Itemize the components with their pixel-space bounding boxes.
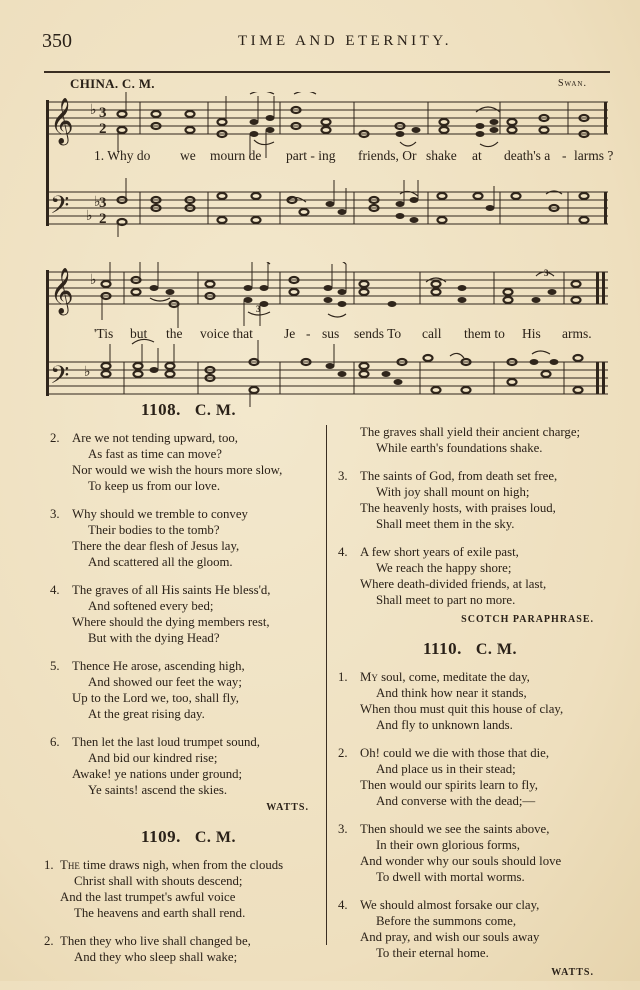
- stanza-line: And they who sleep shall wake;: [74, 950, 238, 964]
- lyric-syllable: larms ?: [574, 148, 614, 163]
- svg-text:♭: ♭: [90, 272, 97, 288]
- svg-text:♭: ♭: [86, 208, 93, 224]
- stanza: [330, 669, 620, 733]
- hymn-1108-heading: [52, 400, 325, 420]
- lyric-syllable: sus: [322, 326, 340, 341]
- verse-number: 2.: [338, 746, 348, 760]
- running-title: TIME AND ETERNITY.: [238, 33, 452, 49]
- stanza-line: To dwell with mortal worms.: [376, 870, 525, 884]
- stanza-line: At the great rising day.: [88, 707, 205, 721]
- stanza: [40, 857, 325, 921]
- music-system-2: [44, 262, 610, 407]
- verse-number: 2.: [50, 431, 60, 445]
- stanza-line: Up to the Lord we, too, shall fly,: [72, 691, 239, 705]
- svg-text:3: 3: [99, 105, 107, 121]
- lyric-syllable: Je: [284, 326, 296, 341]
- stanza-line: Where should the dying members rest,: [72, 615, 270, 629]
- stanza-line: Then let the last loud trumpet sound,: [72, 735, 261, 749]
- stanza-line: Then should we see the saints above,: [360, 822, 550, 836]
- stanza-line: Are we not tending upward, too,: [72, 431, 238, 445]
- hymn-meter: C. M.: [194, 402, 236, 419]
- lyric-syllable: -: [562, 148, 567, 163]
- lyric-syllable: we: [180, 148, 196, 163]
- stanza-line: Then they who live shall changed be,: [60, 934, 251, 948]
- stanza: [330, 544, 620, 608]
- lyric-syllable: 1. Why do: [94, 148, 151, 163]
- hymn-author: WATTS.: [266, 802, 309, 813]
- lyric-syllable: -: [306, 326, 311, 341]
- lyric-syllable: His: [522, 326, 541, 341]
- stanza-line: While earth's foundations shake.: [376, 441, 543, 455]
- stanza-line: time draws nigh, when from the clouds: [79, 858, 284, 872]
- hymn-number: 1109.: [141, 827, 181, 846]
- page-number: 350: [42, 30, 72, 52]
- lyrics-line-2: [44, 326, 610, 344]
- stanza-line: We reach the happy shore;: [376, 561, 512, 575]
- stanza-line: Oh! could we die with those that die,: [360, 746, 550, 760]
- lyric-syllable: the: [166, 326, 183, 341]
- stanza-line: And softened every bed;: [88, 599, 214, 613]
- verse-number: 2.: [44, 934, 54, 948]
- stanza-line: soul, come, meditate the day,: [377, 670, 530, 684]
- lyric-syllable: 'Tis: [94, 326, 114, 341]
- stanza: [40, 430, 325, 494]
- stanza-line: And wonder why our souls should love: [360, 854, 562, 868]
- svg-text:3: 3: [99, 195, 107, 211]
- stanza-line: And pray, and wish our souls away: [360, 930, 540, 944]
- stanza-line: Shall meet them in the sky.: [376, 517, 515, 531]
- stanza-continued: [330, 424, 620, 456]
- stanza-line: A few short years of exile past,: [360, 545, 519, 559]
- lyric-syllable: them to: [464, 326, 505, 341]
- stanza-line: The heavenly hosts, with praises loud,: [360, 501, 556, 515]
- svg-text:𝄞: 𝄞: [50, 98, 74, 144]
- svg-text:𝄢: 𝄢: [50, 361, 70, 396]
- stanza-line: Nor would we wish the hours more slow,: [72, 463, 283, 477]
- hymn-1110-heading: [330, 639, 610, 659]
- first-word: The: [60, 858, 80, 872]
- stanza-line: And showed our feet the way;: [88, 675, 242, 689]
- stanza-line: To keep us from our love.: [88, 479, 221, 493]
- stanza-line: But with the dying Head?: [88, 631, 220, 645]
- svg-text:3: 3: [544, 268, 549, 278]
- verse-number: 4.: [338, 545, 348, 559]
- lyric-syllable: sends To: [354, 326, 402, 341]
- verse-number: 3.: [338, 822, 348, 836]
- stanza-line: The heavens and earth shall rend.: [74, 906, 246, 920]
- running-head: [40, 30, 610, 54]
- lyric-syllable: but: [130, 326, 148, 341]
- hymn-meter: C. M.: [475, 641, 518, 658]
- stanza: [40, 582, 325, 646]
- stanza: [330, 745, 620, 809]
- stanza-line: And converse with the dead;—: [376, 794, 536, 808]
- stanza-line: Awake! ye nations under ground;: [72, 767, 243, 781]
- svg-text:3: 3: [256, 304, 261, 314]
- stanza-line: Christ shall with shouts descend;: [74, 874, 243, 888]
- hymn-author: SCOTCH PARAPHRASE.: [461, 614, 594, 625]
- lyric-syllable: shake: [426, 148, 457, 163]
- stanza: [40, 658, 325, 722]
- stanza-line: With joy shall mount on high;: [376, 485, 530, 499]
- stanza-line: Why should we tremble to convey: [72, 507, 248, 521]
- verse-number: 4.: [338, 898, 348, 912]
- stanza: [40, 734, 325, 798]
- stanza: [330, 897, 620, 961]
- stanza: [40, 933, 325, 965]
- first-word: My: [360, 670, 378, 684]
- verse-number: 1.: [338, 670, 348, 684]
- lyric-syllable: call: [422, 326, 442, 341]
- lyric-syllable: death's a: [504, 148, 551, 163]
- svg-text:2: 2: [99, 211, 107, 227]
- stanza: [330, 468, 620, 532]
- stanza-line: And scattered all the gloom.: [88, 555, 233, 569]
- svg-text:♭: ♭: [94, 194, 101, 210]
- hymn-number: 1108.: [141, 400, 181, 419]
- verse-number: 5.: [50, 659, 60, 673]
- svg-text:𝄢: 𝄢: [50, 191, 70, 226]
- stanza-line: Then would our spirits learn to fly,: [360, 778, 538, 792]
- stanza-line: And the last trumpet's awful voice: [60, 890, 236, 904]
- column-divider: [326, 425, 327, 945]
- lyric-syllable: friends, Or: [358, 148, 417, 163]
- stanza-line: The saints of God, from death set free,: [360, 469, 558, 483]
- hymn-author: WATTS.: [551, 967, 594, 978]
- stanza: [40, 506, 325, 570]
- stanza-line: And bid our kindred rise;: [88, 751, 218, 765]
- lyric-syllable: at: [472, 148, 482, 163]
- stanza-line: And fly to unknown lands.: [376, 718, 513, 732]
- stanza-line: As fast as time can move?: [88, 447, 222, 461]
- hymn-number: 1110.: [422, 639, 462, 658]
- stanza-line: Thence He arose, ascending high,: [72, 659, 245, 673]
- verse-number: 3.: [338, 469, 348, 483]
- stanza-line: The graves of all His saints He bless'd,: [72, 583, 271, 597]
- lyrics-line-1: [44, 148, 614, 166]
- stanza-line: And place us in their stead;: [376, 762, 516, 776]
- stanza: [330, 821, 620, 885]
- stanza-line: We should almost forsake our clay,: [360, 898, 540, 912]
- stanza-line: Their bodies to the tomb?: [88, 523, 220, 537]
- right-column: [330, 424, 620, 990]
- hymn-1109-heading: [52, 827, 325, 847]
- lyric-syllable: part - ing: [286, 148, 336, 163]
- svg-text:♭: ♭: [84, 364, 91, 380]
- tune-name: CHINA. C. M.: [70, 76, 155, 91]
- svg-text:♭: ♭: [90, 102, 97, 118]
- header-rule: [44, 71, 610, 73]
- stanza-line: The graves shall yield their ancient charge;: [360, 425, 581, 439]
- stanza-line: Ye saints! ascend the skies.: [88, 783, 228, 797]
- music-system-1: [44, 92, 614, 237]
- stanza-line: To their eternal home.: [376, 946, 489, 960]
- tune-composer: Swan.: [557, 78, 587, 89]
- verse-number: 4.: [50, 583, 60, 597]
- svg-text:𝄞: 𝄞: [50, 268, 74, 314]
- verse-number: 6.: [50, 735, 60, 749]
- left-column: [40, 400, 325, 977]
- stanza-line: And think how near it stands,: [376, 686, 527, 700]
- verse-number: 3.: [50, 507, 60, 521]
- stanza-line: Before the summons come,: [376, 914, 517, 928]
- stanza-line: In their own glorious forms,: [376, 838, 520, 852]
- lyric-syllable: arms.: [562, 326, 592, 341]
- verse-number: 1.: [44, 858, 54, 872]
- hymn-meter: C. M.: [194, 829, 236, 846]
- svg-text:2: 2: [99, 121, 107, 137]
- stanza-line: Where death-divided friends, at last,: [360, 577, 547, 591]
- lyric-syllable: voice that: [200, 326, 253, 341]
- stanza-line: When thou must quit this house of clay,: [360, 702, 564, 716]
- stanza-line: Shall meet to part no more.: [376, 593, 516, 607]
- lyric-syllable: mourn de: [210, 148, 262, 163]
- stanza-line: There the dear flesh of Jesus lay,: [72, 539, 240, 553]
